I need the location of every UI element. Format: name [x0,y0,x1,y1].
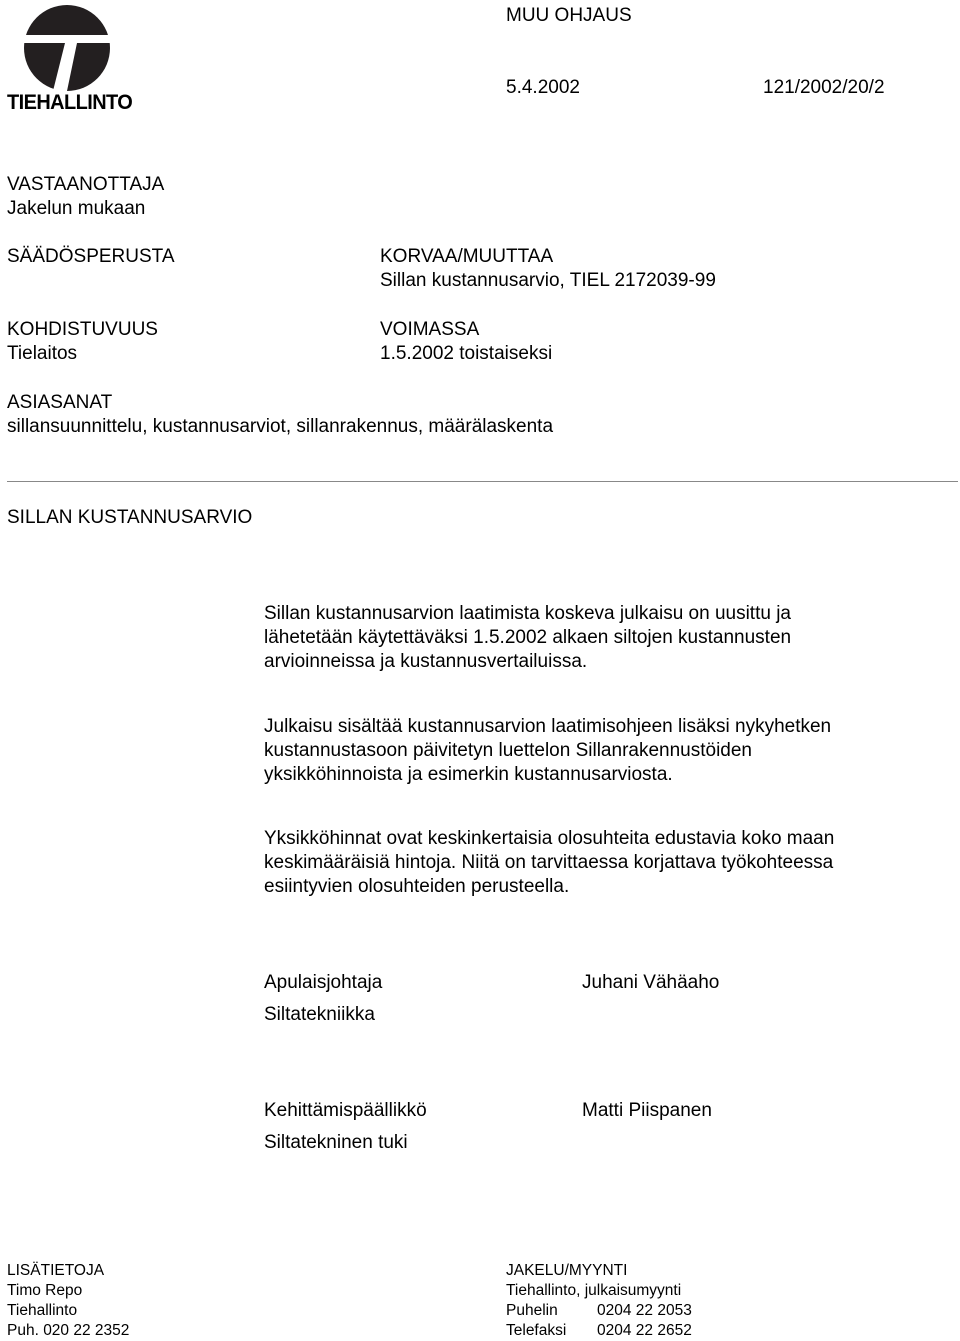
fax-label: Telefaksi [506,1322,567,1339]
paragraph-line: kustannustasoon päivitetyn luettelon Sillanrakennustöiden [264,740,752,761]
document-reference-number: 121/2002/20/2 [763,77,885,98]
voimassa-label: VOIMASSA [380,319,480,340]
section-divider [7,481,958,482]
signature-1-name: Juhani Vähäaho [582,972,720,993]
paragraph-line: yksikköhinnoista ja esimerkin kustannusarviosta. [264,764,673,785]
korvaa-value: Sillan kustannusarvio, TIEL 2172039-99 [380,270,716,291]
kohdistuvuus-label: KOHDISTUVUUS [7,319,158,340]
body-paragraph-3 [264,827,924,899]
paragraph-line: Yksikköhinnat ovat keskinkertaisia olosuhteita edustavia koko maan [264,828,835,849]
asiasanat-label: ASIASANAT [7,392,113,413]
fax-value: 0204 22 2652 [597,1322,692,1339]
paragraph-line: Sillan kustannusarvion laatimista koskeva julkaisu on uusittu ja [264,603,791,624]
body-paragraph-1 [264,602,924,674]
body-paragraph-2 [264,715,924,787]
paragraph-line: Julkaisu sisältää kustannusarvion laatimisohjeen lisäksi nykyhetken [264,716,832,737]
vastaanottaja-value: Jakelun mukaan [7,198,146,219]
lisatietoja-label: LISÄTIETOJA [7,1262,105,1279]
kohdistuvuus-value: Tielaitos [7,343,78,364]
document-type: MUU OHJAUS [506,5,632,26]
tiehallinto-emblem-icon [7,5,131,91]
contact-name: Timo Repo [7,1282,83,1299]
voimassa-value: 1.5.2002 toistaiseksi [380,343,553,364]
paragraph-line: lähetetään käytettäväksi 1.5.2002 alkaen siltojen kustannusten [264,627,792,648]
document-date: 5.4.2002 [506,77,580,98]
signature-2-name: Matti Piispanen [582,1100,712,1121]
jakelu-organization: Tiehallinto, julkaisumyynti [506,1282,682,1299]
paragraph-line: keskimääräisiä hintoja. Niitä on tarvittaessa korjattava työkohteessa [264,852,834,873]
asiasanat-value: sillansuunnittelu, kustannusarviot, sillanrakennus, määrälaskenta [7,416,554,437]
paragraph-line: esiintyvien olosuhteiden perusteella. [264,876,570,897]
signature-1-title: Apulaisjohtaja [264,972,383,993]
jakelu-label: JAKELU/MYYNTI [506,1262,628,1279]
signature-1-unit: Siltatekniikka [264,1004,375,1025]
saadosperusta-label: SÄÄDÖSPERUSTA [7,246,175,267]
signature-2-title: Kehittämispäällikkö [264,1100,427,1121]
contact-phone: Puh. 020 22 2352 [7,1322,130,1339]
phone-label: Puhelin [506,1302,558,1319]
tiehallinto-logo [7,5,131,117]
signature-2-unit: Siltatekninen tuki [264,1132,408,1153]
vastaanottaja-label: VASTAANOTTAJA [7,174,165,195]
phone-value: 0204 22 2053 [597,1302,692,1319]
page-title: SILLAN KUSTANNUSARVIO [7,507,253,528]
paragraph-line: arvioinneissa ja kustannusvertailuissa. [264,651,588,672]
contact-organization: Tiehallinto [7,1302,78,1319]
logo-wordmark: TIEHALLINTO [7,91,133,114]
korvaa-label: KORVAA/MUUTTAA [380,246,554,267]
